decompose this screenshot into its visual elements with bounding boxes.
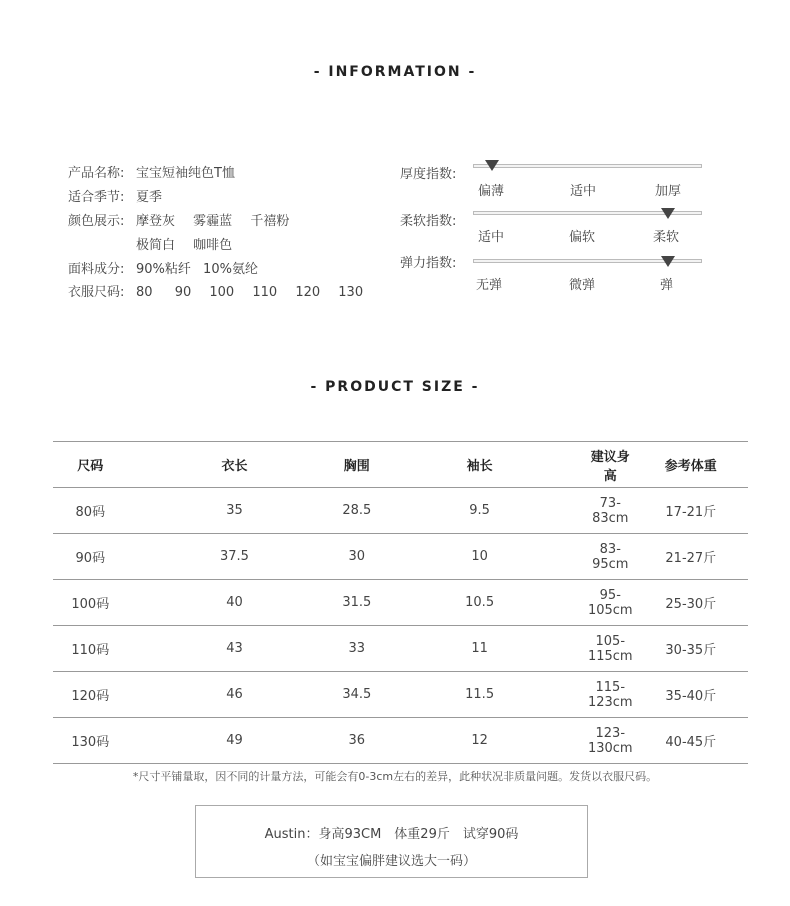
colors-row — [68, 210, 377, 234]
fabric-row — [68, 258, 377, 282]
scale-tick: 无弹 — [476, 278, 503, 293]
product-name-value: 宝宝短袖纯色T恤 — [136, 166, 235, 181]
table-cell: 21-27斤 — [634, 534, 748, 580]
table-cell: 123-130cm — [587, 718, 634, 764]
column-header: 尺码 — [53, 442, 128, 488]
table-cell: 35 — [128, 488, 342, 534]
table-cell: 28.5 — [341, 488, 372, 534]
softness-scale-label: 柔软指数: — [400, 214, 457, 229]
table-cell: 73-83cm — [587, 488, 634, 534]
softness-marker-icon — [661, 208, 675, 219]
table-row — [53, 488, 748, 534]
colors-values-row2 — [136, 234, 246, 258]
colors-row-2 — [68, 234, 377, 258]
table-cell: 49 — [128, 718, 342, 764]
table-cell: 31.5 — [341, 580, 372, 626]
scale-tick: 微弹 — [569, 278, 596, 293]
table-cell: 105-115cm — [587, 626, 634, 672]
table-cell: 10 — [372, 534, 587, 580]
scale-tick: 加厚 — [655, 184, 682, 199]
softness-scale-ticks — [473, 226, 713, 244]
product-name-row — [68, 162, 377, 186]
size-table — [53, 441, 748, 764]
scale-tick: 偏薄 — [478, 184, 505, 199]
size-item: 110 — [252, 285, 278, 300]
table-cell: 110码 — [53, 626, 128, 672]
table-cell: 35-40斤 — [634, 672, 748, 718]
measurement-note: *尺寸平铺量取，因不同的计量方法，可能会有0-3cm左右的差异，此种状况非质量问题。发货以衣服尺码。 — [132, 770, 658, 783]
size-item: 130 — [338, 285, 364, 300]
column-header: 衣长 — [128, 442, 342, 488]
table-cell: 100码 — [53, 580, 128, 626]
elasticity-marker-icon — [661, 256, 675, 267]
information-title: - INFORMATION - — [313, 64, 477, 80]
thickness-scale-ticks — [473, 180, 713, 198]
table-cell: 11.5 — [372, 672, 587, 718]
table-cell: 30 — [341, 534, 372, 580]
table-cell: 12 — [372, 718, 587, 764]
size-item: 100 — [209, 285, 235, 300]
table-cell: 37.5 — [128, 534, 342, 580]
table-cell: 43 — [128, 626, 342, 672]
try-on-advice: （如宝宝偏胖建议选大一码） — [306, 854, 476, 869]
column-header: 参考体重 — [634, 442, 748, 488]
table-cell: 30-35斤 — [634, 626, 748, 672]
size-item: 90 — [174, 285, 192, 300]
color-item: 千禧粉 — [250, 214, 290, 229]
scale-tick: 适中 — [570, 184, 597, 199]
table-cell: 46 — [128, 672, 342, 718]
table-row — [53, 672, 748, 718]
elasticity-scale-ticks — [473, 274, 713, 292]
table-cell: 40-45斤 — [634, 718, 748, 764]
scale-tick: 适中 — [478, 230, 505, 245]
table-cell: 11 — [372, 626, 587, 672]
colors-label: 颜色展示: — [68, 214, 125, 229]
table-cell: 36 — [341, 718, 372, 764]
elasticity-scale-label: 弹力指数: — [400, 256, 457, 271]
size-item: 120 — [295, 285, 321, 300]
table-cell: 34.5 — [341, 672, 372, 718]
table-cell: 10.5 — [372, 580, 587, 626]
color-item: 极简白 — [136, 238, 176, 253]
column-header: 胸围 — [341, 442, 372, 488]
season-label: 适合季节: — [68, 190, 125, 205]
table-cell: 90码 — [53, 534, 128, 580]
table-row — [53, 534, 748, 580]
sizes-row — [68, 282, 377, 303]
table-cell: 120码 — [53, 672, 128, 718]
fabric-item: 90%粘纤 — [136, 262, 191, 277]
size-item: 80 — [136, 285, 153, 300]
table-cell: 40 — [128, 580, 342, 626]
table-header-row — [53, 442, 748, 488]
colors-values-row1 — [136, 210, 303, 234]
table-cell: 130码 — [53, 718, 128, 764]
table-row — [53, 718, 748, 764]
color-item: 摩登灰 — [136, 214, 176, 229]
table-cell: 95-105cm — [587, 580, 634, 626]
table-cell: 33 — [341, 626, 372, 672]
season-row — [68, 186, 377, 210]
table-row — [53, 580, 748, 626]
try-on-box — [195, 805, 588, 878]
scale-tick: 弹 — [660, 278, 674, 293]
scale-tick: 偏软 — [569, 230, 596, 245]
thickness-marker-icon — [485, 160, 499, 171]
table-cell: 83-95cm — [587, 534, 634, 580]
column-header: 建议身高 — [587, 442, 634, 488]
table-cell: 25-30斤 — [634, 580, 748, 626]
try-on-info: Austin：身高93CM 体重29斤 试穿90码 — [264, 827, 519, 842]
fabric-item: 10%氨纶 — [203, 262, 258, 277]
thickness-scale-label: 厚度指数: — [400, 167, 457, 182]
season-value: 夏季 — [136, 190, 163, 205]
product-size-title: - PRODUCT SIZE - — [310, 379, 480, 395]
table-cell: 80码 — [53, 488, 128, 534]
fabric-values — [136, 258, 272, 282]
thickness-scale-bar — [473, 164, 702, 168]
product-name-label: 产品名称: — [68, 166, 125, 181]
color-item: 雾霾蓝 — [193, 214, 233, 229]
table-cell: 9.5 — [372, 488, 587, 534]
column-header: 袖长 — [372, 442, 587, 488]
fabric-label: 面料成分: — [68, 262, 125, 277]
sizes-label: 衣服尺码: — [68, 285, 125, 300]
sizes-values — [136, 282, 377, 303]
product-info — [68, 162, 377, 303]
scale-tick: 柔软 — [653, 230, 680, 245]
table-cell: 115-123cm — [587, 672, 634, 718]
color-item: 咖啡色 — [193, 238, 233, 253]
table-cell: 17-21斤 — [634, 488, 748, 534]
table-row — [53, 626, 748, 672]
